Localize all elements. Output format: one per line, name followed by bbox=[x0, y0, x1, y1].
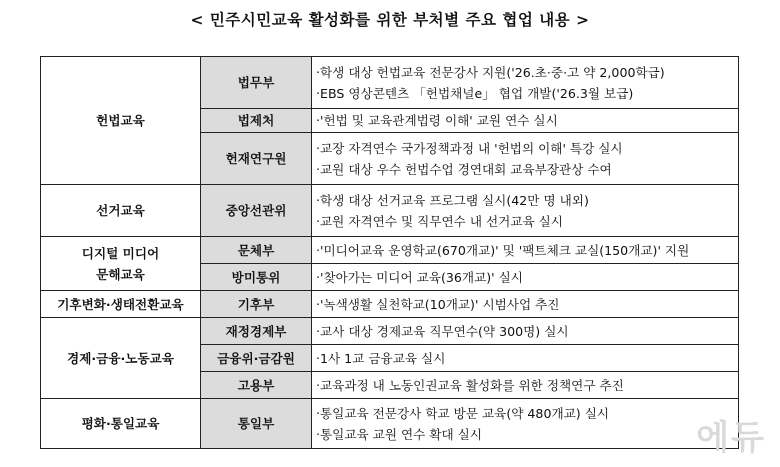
description-line: ‧EBS 영상콘텐츠 「헌법채널e」 협업 개발('26.3월 보급) bbox=[316, 85, 634, 101]
agency-cell: 헌재연구원 bbox=[201, 133, 312, 185]
description-cell bbox=[312, 318, 739, 345]
description-cell bbox=[312, 133, 739, 185]
description-line: ‧교육과정 내 노동인권교육 활성화를 위한 정책연구 추진 bbox=[316, 377, 624, 393]
category-cell: 기후변화·생태전환교육 bbox=[41, 291, 201, 318]
cooperation-table bbox=[40, 56, 739, 449]
category-line: 디지털 미디어 bbox=[81, 245, 160, 261]
description-line: ‧'찾아가는 미디어 교육(36개교)' 실시 bbox=[316, 269, 523, 285]
description-cell bbox=[312, 57, 739, 109]
description-line: ‧학생 대상 헌법교육 전문강사 지원('26.초·중·고 약 2,000학급) bbox=[316, 64, 665, 80]
description-cell bbox=[312, 185, 739, 237]
description-cell bbox=[312, 399, 739, 449]
category-line: 문해교육 bbox=[96, 266, 145, 282]
category-cell: 선거교육 bbox=[41, 185, 201, 237]
description-line: ‧통일교육 전문강사 학교 방문 교육(약 480개교) 실시 bbox=[316, 405, 610, 421]
table-row bbox=[41, 399, 739, 449]
agency-cell: 방미통위 bbox=[201, 264, 312, 291]
description-line: ‧'녹색생활 실천학교(10개교)' 시범사업 추진 bbox=[316, 296, 560, 312]
table-row bbox=[41, 237, 739, 264]
description-line: ‧교원 자격연수 및 직무연수 내 선거교육 실시 bbox=[316, 213, 564, 229]
agency-cell: 법제처 bbox=[201, 109, 312, 133]
agency-cell: 재정경제부 bbox=[201, 318, 312, 345]
description-line: ‧'미디어교육 운영학교(670개교)' 및 '팩트체크 교실(150개교)' 지원 bbox=[316, 242, 690, 258]
agency-cell: 금융위·금감원 bbox=[201, 345, 312, 372]
table-row bbox=[41, 57, 739, 109]
page-title: < 민주시민교육 활성화를 위한 부처별 주요 협업 내용 > bbox=[190, 11, 590, 29]
description-line: ‧통일교육 교원 연수 확대 실시 bbox=[316, 426, 483, 442]
table-row bbox=[41, 318, 739, 345]
description-line: ‧교원 대상 우수 헌법수업 경연대회 교육부장관상 수여 bbox=[316, 161, 612, 177]
description-cell bbox=[312, 264, 739, 291]
category-cell: 평화·통일교육 bbox=[41, 399, 201, 449]
watermark-logo: 에듀 bbox=[696, 418, 766, 458]
description-line: ‧학생 대상 선거교육 프로그램 실시(42만 명 내외) bbox=[316, 192, 589, 208]
description-cell bbox=[312, 372, 739, 399]
description-cell bbox=[312, 291, 739, 318]
description-cell bbox=[312, 237, 739, 264]
table-row bbox=[41, 291, 739, 318]
description-line: ‧'헌법 및 교육관계법령 이해' 교원 연수 실시 bbox=[316, 113, 558, 128]
description-line: ‧교사 대상 경제교육 직무연수(약 300명) 실시 bbox=[316, 323, 569, 339]
description-line: ‧교장 자격연수 국가정책과정 내 '헌법의 이해' 특강 실시 bbox=[316, 140, 623, 156]
agency-cell: 법무부 bbox=[201, 57, 312, 109]
category-cell: 헌법교육 bbox=[41, 57, 201, 185]
description-cell bbox=[312, 109, 739, 133]
agency-cell: 중앙선관위 bbox=[201, 185, 312, 237]
table-row bbox=[41, 185, 739, 237]
description-cell bbox=[312, 345, 739, 372]
agency-cell: 기후부 bbox=[201, 291, 312, 318]
category-cell bbox=[41, 237, 201, 291]
agency-cell: 통일부 bbox=[201, 399, 312, 449]
category-cell: 경제·금융·노동교육 bbox=[41, 318, 201, 399]
agency-cell: 고용부 bbox=[201, 372, 312, 399]
agency-cell: 문체부 bbox=[201, 237, 312, 264]
description-line: ‧1사 1교 금융교육 실시 bbox=[316, 350, 446, 366]
